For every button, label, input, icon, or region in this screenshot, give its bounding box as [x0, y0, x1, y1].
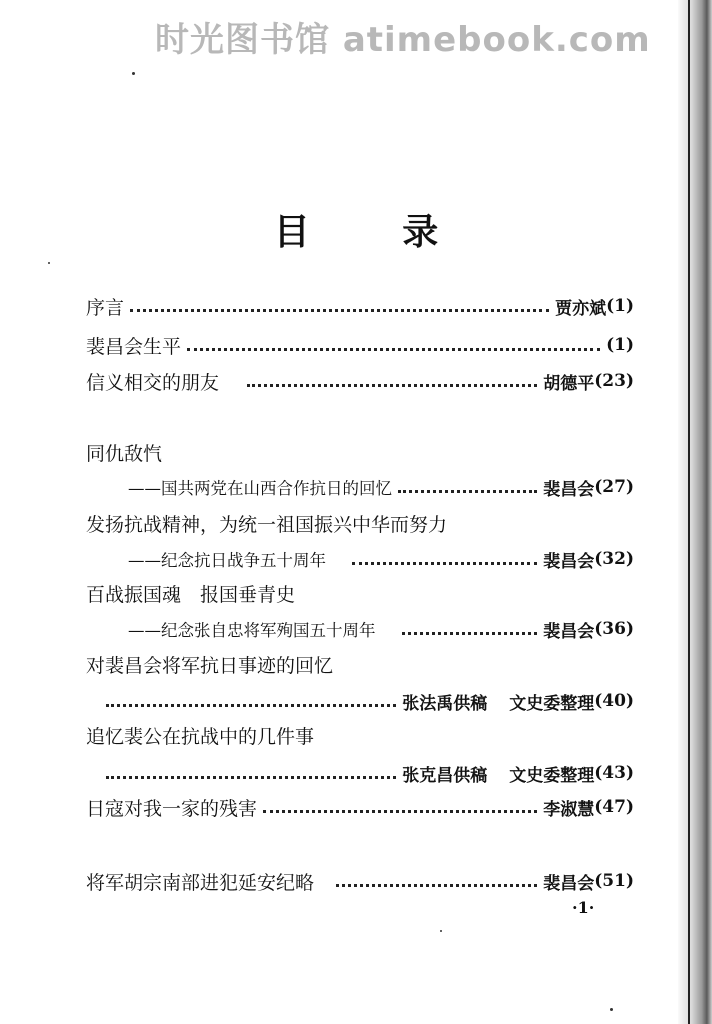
entry-title: 序言: [86, 296, 125, 319]
leader-dots: [398, 490, 537, 493]
entry-subtitle: ——纪念抗日战争五十周年: [128, 551, 326, 570]
entry-page: (47): [594, 797, 634, 817]
entry-title: 百战振国魂 报国垂青史: [86, 583, 296, 606]
entry-author: 胡德平: [543, 373, 595, 394]
entry-page: (51): [594, 871, 634, 891]
entry-page: (23): [594, 371, 634, 391]
entry-title: 信义相交的朋友: [86, 371, 220, 394]
entry-title: 发扬抗战精神，为统一祖国振兴中华而努力: [86, 513, 448, 536]
leader-dots: [130, 309, 549, 312]
entry-page: (1): [606, 296, 634, 316]
binding-line: [688, 0, 690, 1024]
leader-dots: [247, 384, 537, 387]
toc-subentry[interactable]: [128, 472, 634, 502]
entry-author: 裴昌会: [543, 873, 595, 894]
entry-subtitle: ——纪念张自忠将军殉国五十周年: [128, 621, 376, 640]
entry-page: (1): [606, 335, 634, 355]
entry-page: (27): [594, 477, 634, 497]
entry-title: 将军胡宗南部进犯延安纪略: [86, 871, 315, 894]
entry-author: 李淑慧: [543, 799, 595, 820]
entry-contributor: 张法禹供稿: [402, 693, 488, 714]
page-edge: [678, 0, 712, 1024]
leader-dots: [106, 704, 396, 707]
scan-speck: [440, 930, 442, 932]
leader-dots: [106, 776, 396, 779]
entry-editor: 文史委整理: [509, 693, 595, 714]
toc-entry[interactable]: [86, 291, 634, 321]
toc-entry[interactable]: [86, 578, 634, 608]
entry-title: 对裴昌会将军抗日事迹的回忆: [86, 654, 334, 677]
entry-contributor: 张克昌供稿: [402, 765, 488, 786]
leader-dots: [402, 632, 538, 635]
toc-subentry[interactable]: [128, 544, 634, 574]
toc-subentry[interactable]: [128, 614, 634, 644]
leader-dots: [187, 348, 600, 351]
leader-dots: [263, 810, 537, 813]
toc-entry[interactable]: [86, 330, 634, 360]
toc-entry[interactable]: [86, 366, 634, 396]
scan-speck: [610, 1008, 613, 1011]
watermark: 时光图书馆 atimebook.com: [155, 20, 651, 60]
entry-title: 日寇对我一家的残害: [86, 797, 258, 820]
toc-entry[interactable]: [86, 866, 634, 896]
toc-entry[interactable]: [86, 437, 634, 467]
entry-author: 裴昌会: [543, 621, 595, 642]
toc-continuation[interactable]: [106, 686, 634, 716]
entry-author: 贾亦斌: [555, 298, 607, 319]
entry-title: 裴昌会生平: [86, 335, 182, 358]
leader-dots: [336, 884, 537, 887]
entry-editor: 文史委整理: [509, 765, 595, 786]
page-number: ·1·: [572, 898, 595, 917]
entry-subtitle: ——国共两党在山西合作抗日的回忆: [128, 479, 392, 498]
entry-author: 裴昌会: [543, 551, 595, 572]
entry-author: 裴昌会: [543, 479, 595, 500]
toc-entry[interactable]: [86, 720, 634, 750]
scan-speck: [132, 72, 135, 75]
toc-entry[interactable]: [86, 649, 634, 679]
entry-page: (43): [594, 763, 634, 783]
toc-entry[interactable]: [86, 508, 634, 538]
entry-page: (36): [594, 619, 634, 639]
entry-page: (40): [594, 691, 634, 711]
toc-entry[interactable]: [86, 792, 634, 822]
leader-dots: [352, 562, 537, 565]
entry-title: 同仇敌忾: [86, 442, 163, 465]
scan-speck: [48, 262, 50, 264]
toc-heading: 目 录: [273, 212, 479, 253]
toc-continuation[interactable]: [106, 758, 634, 788]
entry-page: (32): [594, 549, 634, 569]
entry-title: 追忆裴公在抗战中的几件事: [86, 725, 315, 748]
